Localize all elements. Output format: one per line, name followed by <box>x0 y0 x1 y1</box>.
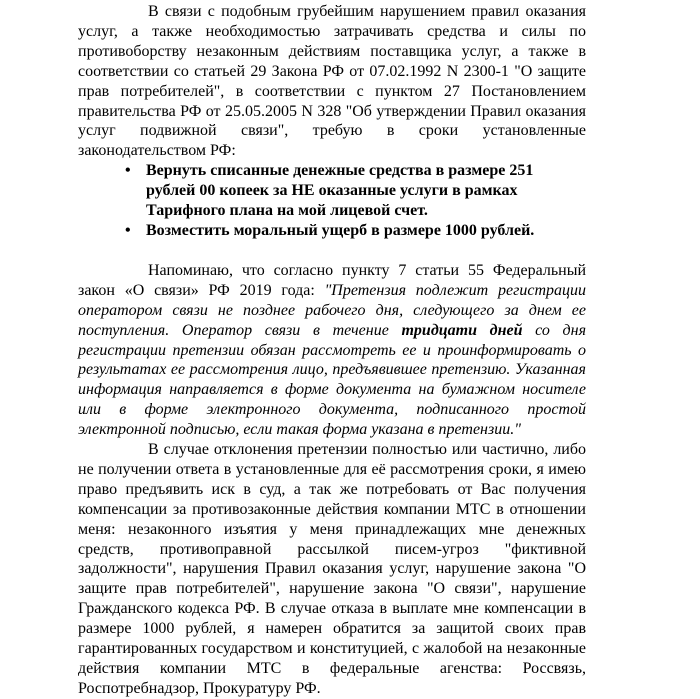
demand-refund <box>78 161 586 221</box>
demand-moral-damage-text: Возместить моральный ущерб в размере 1000 рублей. <box>146 221 535 239</box>
law-quote-emphasis: тридцати дней <box>401 321 523 339</box>
law-quote-start: "Претензия подлежит регистрации оператором связи не позднее рабочего дня, следующего за днем ее поступления. Оператор связи в течение <box>78 281 586 339</box>
paragraph-spacer <box>78 241 586 261</box>
law-quote <box>78 282 586 438</box>
document-body <box>78 2 586 699</box>
demands-list <box>78 161 586 241</box>
rejection-paragraph: В случае отклонения претензии полностью или частично, либо не получении ответа в установленные для её рассмотрения сроки, я имею право предъявить иск в суд, а так же потребовать от Вас получения компенсации за противозаконные действия компании МТС в отношении меня: незаконного изъятия у меня принадлежащих мне денежных средств, противоправной рассылкой писем-угроз "фиктивной задолжности", нарушения Правил оказания услуг, нарушение закона "О защите прав потребителей", нарушение закона "О связи", нарушение Гражданского кодекса РФ. В случае отказа в выплате мне компенсации в размере 1000 рублей, я намерен обратится за защитой своих прав гарантированных государством и конституцией, с жалобой на незаконные действия компании МТС в федеральные агенства: Россвязь, Роспотребнадзор, Прокуратуру РФ. <box>78 441 586 697</box>
law-reminder-intro: Напоминаю, что согласно пункту 7 статьи 55 Федеральный закон «О связи» РФ 2019 года: <box>78 261 586 299</box>
law-quote-end: со дня регистрации претензии обязан рассмотреть ее и проинформировать о результатах ее рассмотрения лицо, предъявившее претензию. Указанная информация направляется в форме документа на бумажном носителе или в форме электронного документа, подписанного простой электронной подписью, если такая форма указана в претензии." <box>78 321 586 439</box>
bullet-icon: • <box>125 221 131 239</box>
claim-paragraph: В связи с подобным грубейшим нарушением правил оказания услуг, а также необходимостью затрачивать средства и силы по противоборству незаконным действиям поставщика услуг, а также в соответствии со статьей 29 Закона РФ от 07.02.1992 N 2300-1 "О защите прав потребителей", в соответствии с пунктом 27 Постановлением правительства РФ от 25.05.2005 N 328 "Об утверждении Правил оказания услуг подвижной связи", требую в сроки установленные законодательством РФ: <box>78 3 586 160</box>
demand-moral-damage <box>78 221 586 241</box>
demand-refund-text: Вернуть списанные денежные средства в размере 251 рублей 00 копеек за НЕ оказанные услуги в рамках Тарифного плана на мой лицевой счет. <box>146 162 534 220</box>
bullet-icon: • <box>125 162 131 180</box>
law-reminder-paragraph <box>78 261 586 440</box>
